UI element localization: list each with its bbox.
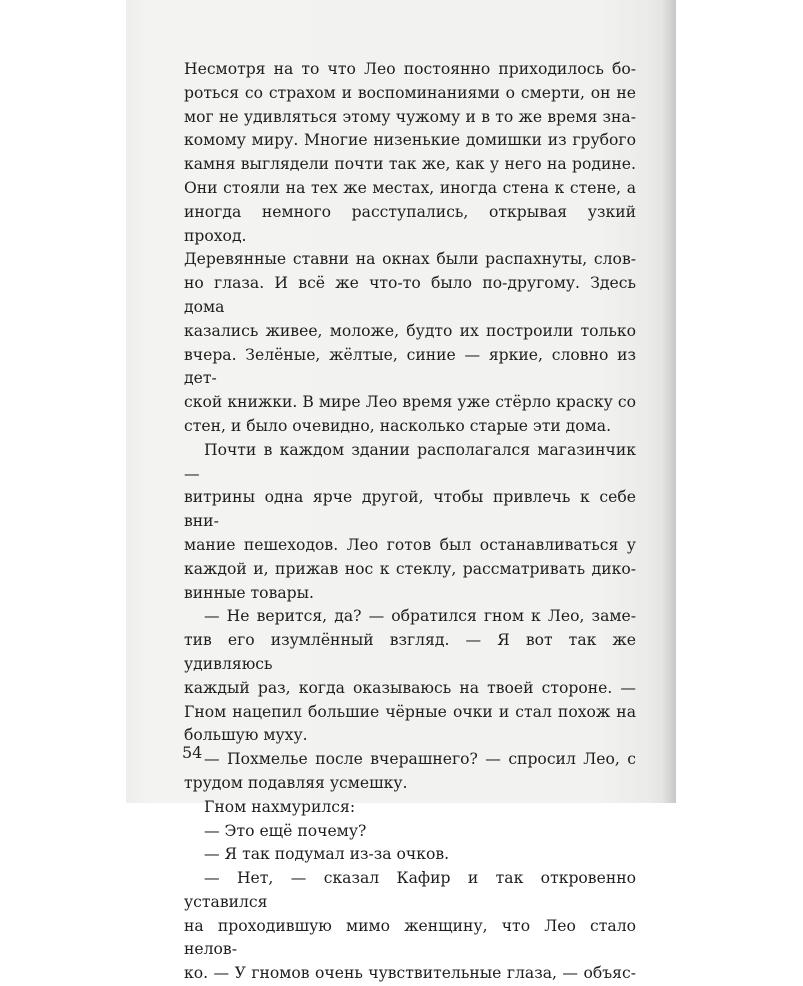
text-line: вчера. Зелёные, жёлтые, синие — яркие, словно из дет- <box>184 345 636 388</box>
text-line: иногда немного расступались, открывая узкий проход. <box>184 202 636 245</box>
text-line: стен, и было очевидно, насколько старые эти дома. <box>184 416 612 435</box>
text-line: камня выглядели почти так же, как у него на родине. <box>184 155 636 174</box>
text-line: витрины одна ярче другой, чтобы привлечь к себе вни- <box>184 488 636 531</box>
text-line: комому миру. Многие низенькие домишки из грубого <box>184 131 636 150</box>
text-line: казались живее, моложе, будто их построили только <box>184 321 636 340</box>
text-line: большую муху. <box>184 726 308 745</box>
book-page <box>126 0 676 983</box>
text-line: — Я так подумал из-за очков. <box>204 845 450 864</box>
text-line: — Не верится, да? — обратился гном к Лео, заме- <box>204 607 636 626</box>
text-line: тив его изумлённый взгляд. — Я вот так же удивляюсь <box>184 631 636 673</box>
text-line: — Это ещё почему? <box>204 821 367 840</box>
text-line: — Нет, — сказал Кафир и так откровенно уставился <box>184 869 636 911</box>
text-line: каждый раз, когда оказываюсь на твоей стороне. — <box>184 678 636 697</box>
text-line: — Похмелье после вчерашнего? — спросил Лео, с <box>204 750 636 769</box>
page-body <box>184 58 636 986</box>
text-line: Деревянные ставни на окнах были распахнуты, слов- <box>184 250 636 269</box>
text-line: мание пешеходов. Лео готов был останавливаться у <box>184 535 636 554</box>
text-line: мог не удивляться этому чужому и в то же время зна- <box>184 107 636 126</box>
text-line: Гном нацепил большие чёрные очки и стал похож на <box>184 702 636 721</box>
text-line: винные товары. <box>184 583 314 602</box>
text-line: трудом подавляя усмешку. <box>184 773 408 792</box>
text-line: ко. — У гномов очень чувствительные глаза, — объяс- <box>184 964 636 983</box>
text-line: на проходившую мимо женщину, что Лео стало нелов- <box>184 916 636 959</box>
text-line: Почти в каждом здании располагался магазинчик — <box>184 440 636 483</box>
text-line: каждой и, прижав нос к стеклу, рассматривать дико- <box>184 559 636 578</box>
page-number: 54 <box>182 743 203 762</box>
text-line: Они стояли на тех же местах, иногда стена к стене, а <box>184 178 636 197</box>
text-line: Гном нахмурился: <box>204 797 356 816</box>
text-line: роться со страхом и воспоминаниями о смерти, он не <box>184 83 636 102</box>
text-line: Несмотря на то что Лео постоянно приходилось бо- <box>184 60 636 78</box>
text-line: но глаза. И всё же что-то было по-другому. Здесь дома <box>184 274 636 316</box>
text-line: ской книжки. В мире Лео время уже стёрло краску со <box>184 393 636 412</box>
